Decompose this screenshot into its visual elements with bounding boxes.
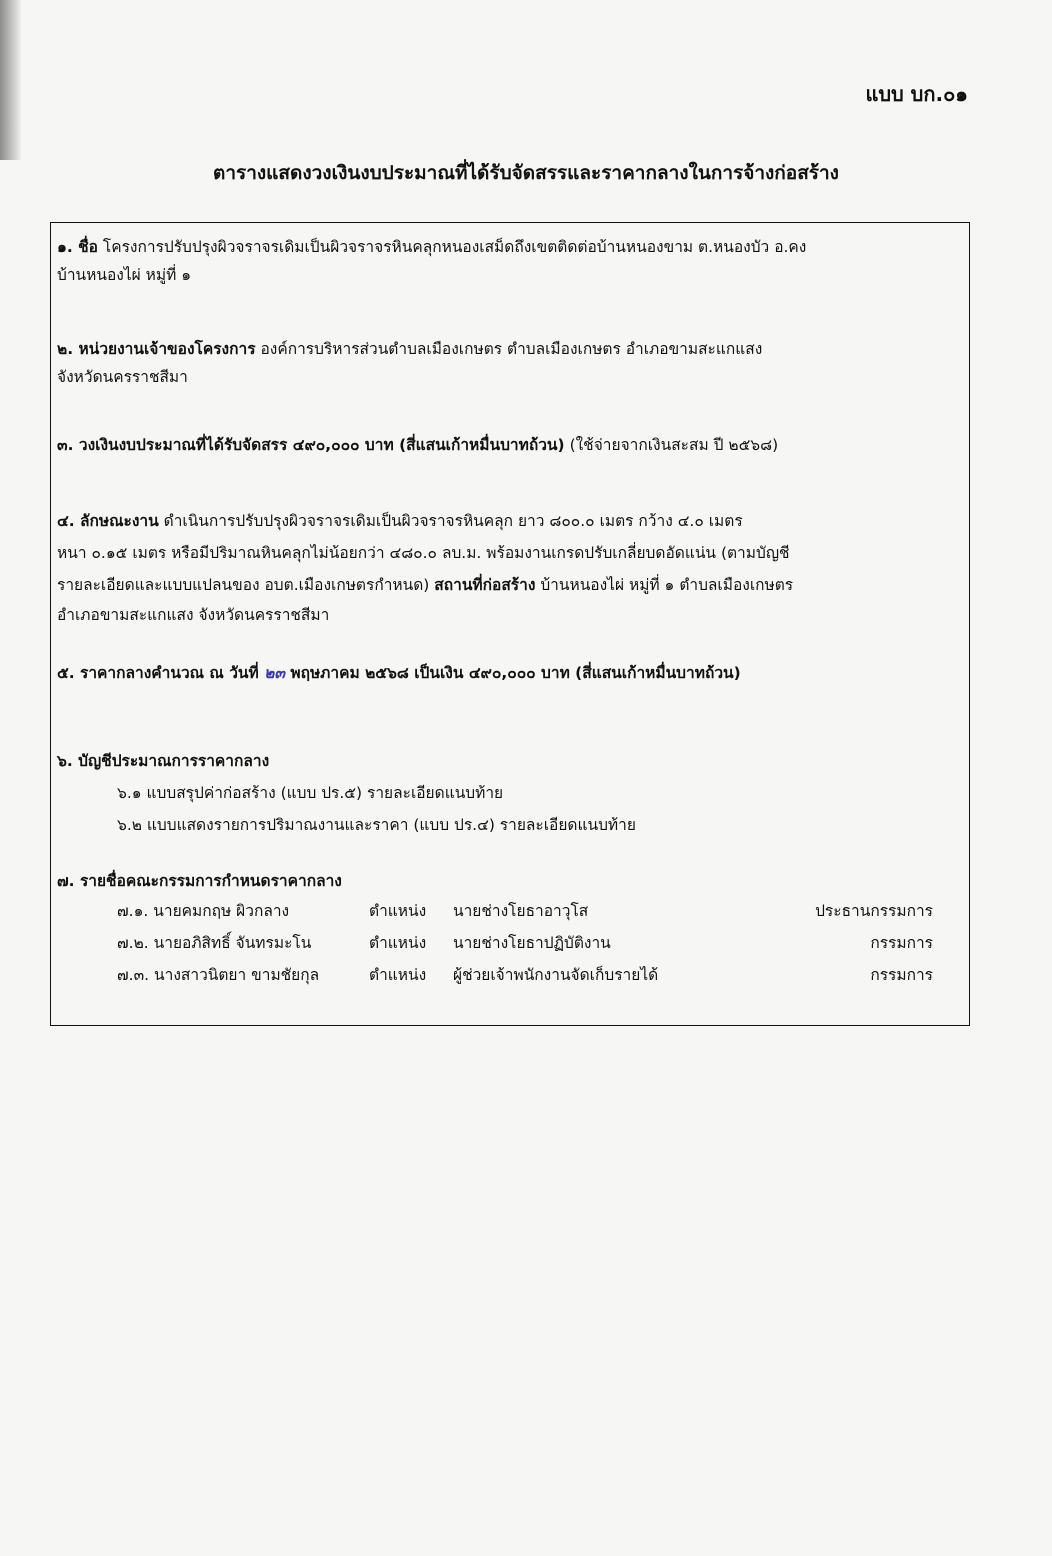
committee-member-row (117, 961, 933, 991)
section-project-name (51, 233, 969, 289)
section2-line1: องค์การบริหารส่วนตำบลเมืองเกษตร ตำบลเมืองเกษตร อำเภอขามสะแกแสง (260, 340, 763, 358)
section-work-description (51, 507, 969, 629)
member-position-label: ตำแหน่ง (369, 902, 427, 920)
section-owner-agency (51, 335, 969, 391)
member-position: นายช่างโยธาปฏิบัติงาน (453, 934, 611, 952)
section1-line2: บ้านหนองไผ่ หมู่ที่ ๑ (57, 266, 192, 284)
member-position: ผู้ช่วยเจ้าพนักงานจัดเก็บรายได้ (453, 966, 659, 984)
section4-line3a: รายละเอียดและแบบแปลนของ อบต.เมืองเกษตรกำหนด) (57, 576, 430, 594)
estimate-item: ๖.๑ แบบสรุปค่าก่อสร้าง (แบบ ปร.๕) รายละเอียดแนบท้าย (117, 784, 504, 802)
estimate-item: ๖.๒ แบบแสดงรายการปริมาณงานและราคา (แบบ ปร.๔) รายละเอียดแนบท้าย (117, 816, 636, 834)
section1-line1: โครงการปรับปรุงผิวจราจรเดิมเป็นผิวจราจรหินคลุกหนองเสม็ดถึงเขตติดต่อบ้านหนองขาม ต.หนองบัว อ.คง (102, 238, 807, 256)
section1-label: ๑. ชื่อ (57, 238, 98, 256)
section-estimate-list (51, 747, 969, 775)
member-position-label: ตำแหน่ง (369, 934, 427, 952)
document-title: ตารางแสดงวงเงินงบประมาณที่ได้รับจัดสรรและราคากลางในการจ้างก่อสร้าง (213, 162, 839, 184)
member-position: นายช่างโยธาอาวุโส (453, 902, 589, 920)
section5-prefix: ๕. ราคากลางคำนวณ ณ วันที่ (57, 664, 259, 682)
details-box (50, 222, 970, 1026)
section5-suffix: พฤษภาคม ๒๕๖๘ เป็นเงิน ๔๙๐,๐๐๐ บาท (สี่แสนเก้าหมื่นบาทถ้วน) (290, 664, 741, 682)
section4-line3b: บ้านหนองไผ่ หมู่ที่ ๑ ตำบลเมืองเกษตร (540, 576, 794, 594)
member-name: ๗.๒. นายอภิสิทธิ์ จันทรมะโน (117, 934, 312, 952)
member-position-label: ตำแหน่ง (369, 966, 427, 984)
section4-line1: ดำเนินการปรับปรุงผิวจราจรเดิมเป็นผิวจราจรหินคลุก ยาว ๘๐๐.๐ เมตร กว้าง ๔.๐ เมตร (163, 512, 743, 530)
member-role: กรรมการ (870, 934, 933, 952)
section3-label: ๓. วงเงินงบประมาณที่ได้รับจัดสรร ๔๙๐,๐๐๐ บาท (สี่แสนเก้าหมื่นบาทถ้วน) (57, 436, 565, 454)
section5-handwritten-day: ๒๓ (264, 664, 285, 682)
committee-member-row (117, 929, 933, 959)
page-edge-shadow (0, 0, 22, 160)
section3-note: (ใช้จ่ายจากเงินสะสม ปี ๒๕๖๘) (569, 436, 779, 454)
section2-line2: จังหวัดนครราชสีมา (57, 368, 188, 386)
section6-label: ๖. บัญชีประมาณการราคากลาง (57, 752, 270, 770)
member-role: กรรมการ (870, 966, 933, 984)
section2-label: ๒. หน่วยงานเจ้าของโครงการ (57, 340, 256, 358)
member-name: ๗.๓. นางสาวนิตยา ขามชัยกุล (117, 966, 320, 984)
section-budget (51, 431, 969, 459)
section4-line2: หนา ๐.๑๕ เมตร หรือมีปริมาณหินคลุกไม่น้อยกว่า ๔๘๐.๐ ลบ.ม. พร้อมงานเกรดปรับเกลี่ยบดอัดแน่น (ตามบัญชี (57, 544, 790, 562)
member-name: ๗.๑. นายคมกฤษ ผิวกลาง (117, 902, 290, 920)
section4-label: ๔. ลักษณะงาน (57, 512, 159, 530)
section-median-price (51, 659, 969, 687)
form-code: แบบ บก.๐๑ (865, 82, 968, 106)
section7-label: ๗. รายชื่อคณะกรรมการกำหนดราคากลาง (57, 872, 342, 890)
committee-member-row (117, 897, 933, 927)
section4-location-label: สถานที่ก่อสร้าง (434, 576, 536, 594)
section-committee (51, 867, 969, 895)
member-role: ประธานกรรมการ (815, 902, 933, 920)
section4-line4: อำเภอขามสะแกแสง จังหวัดนครราชสีมา (57, 606, 330, 624)
